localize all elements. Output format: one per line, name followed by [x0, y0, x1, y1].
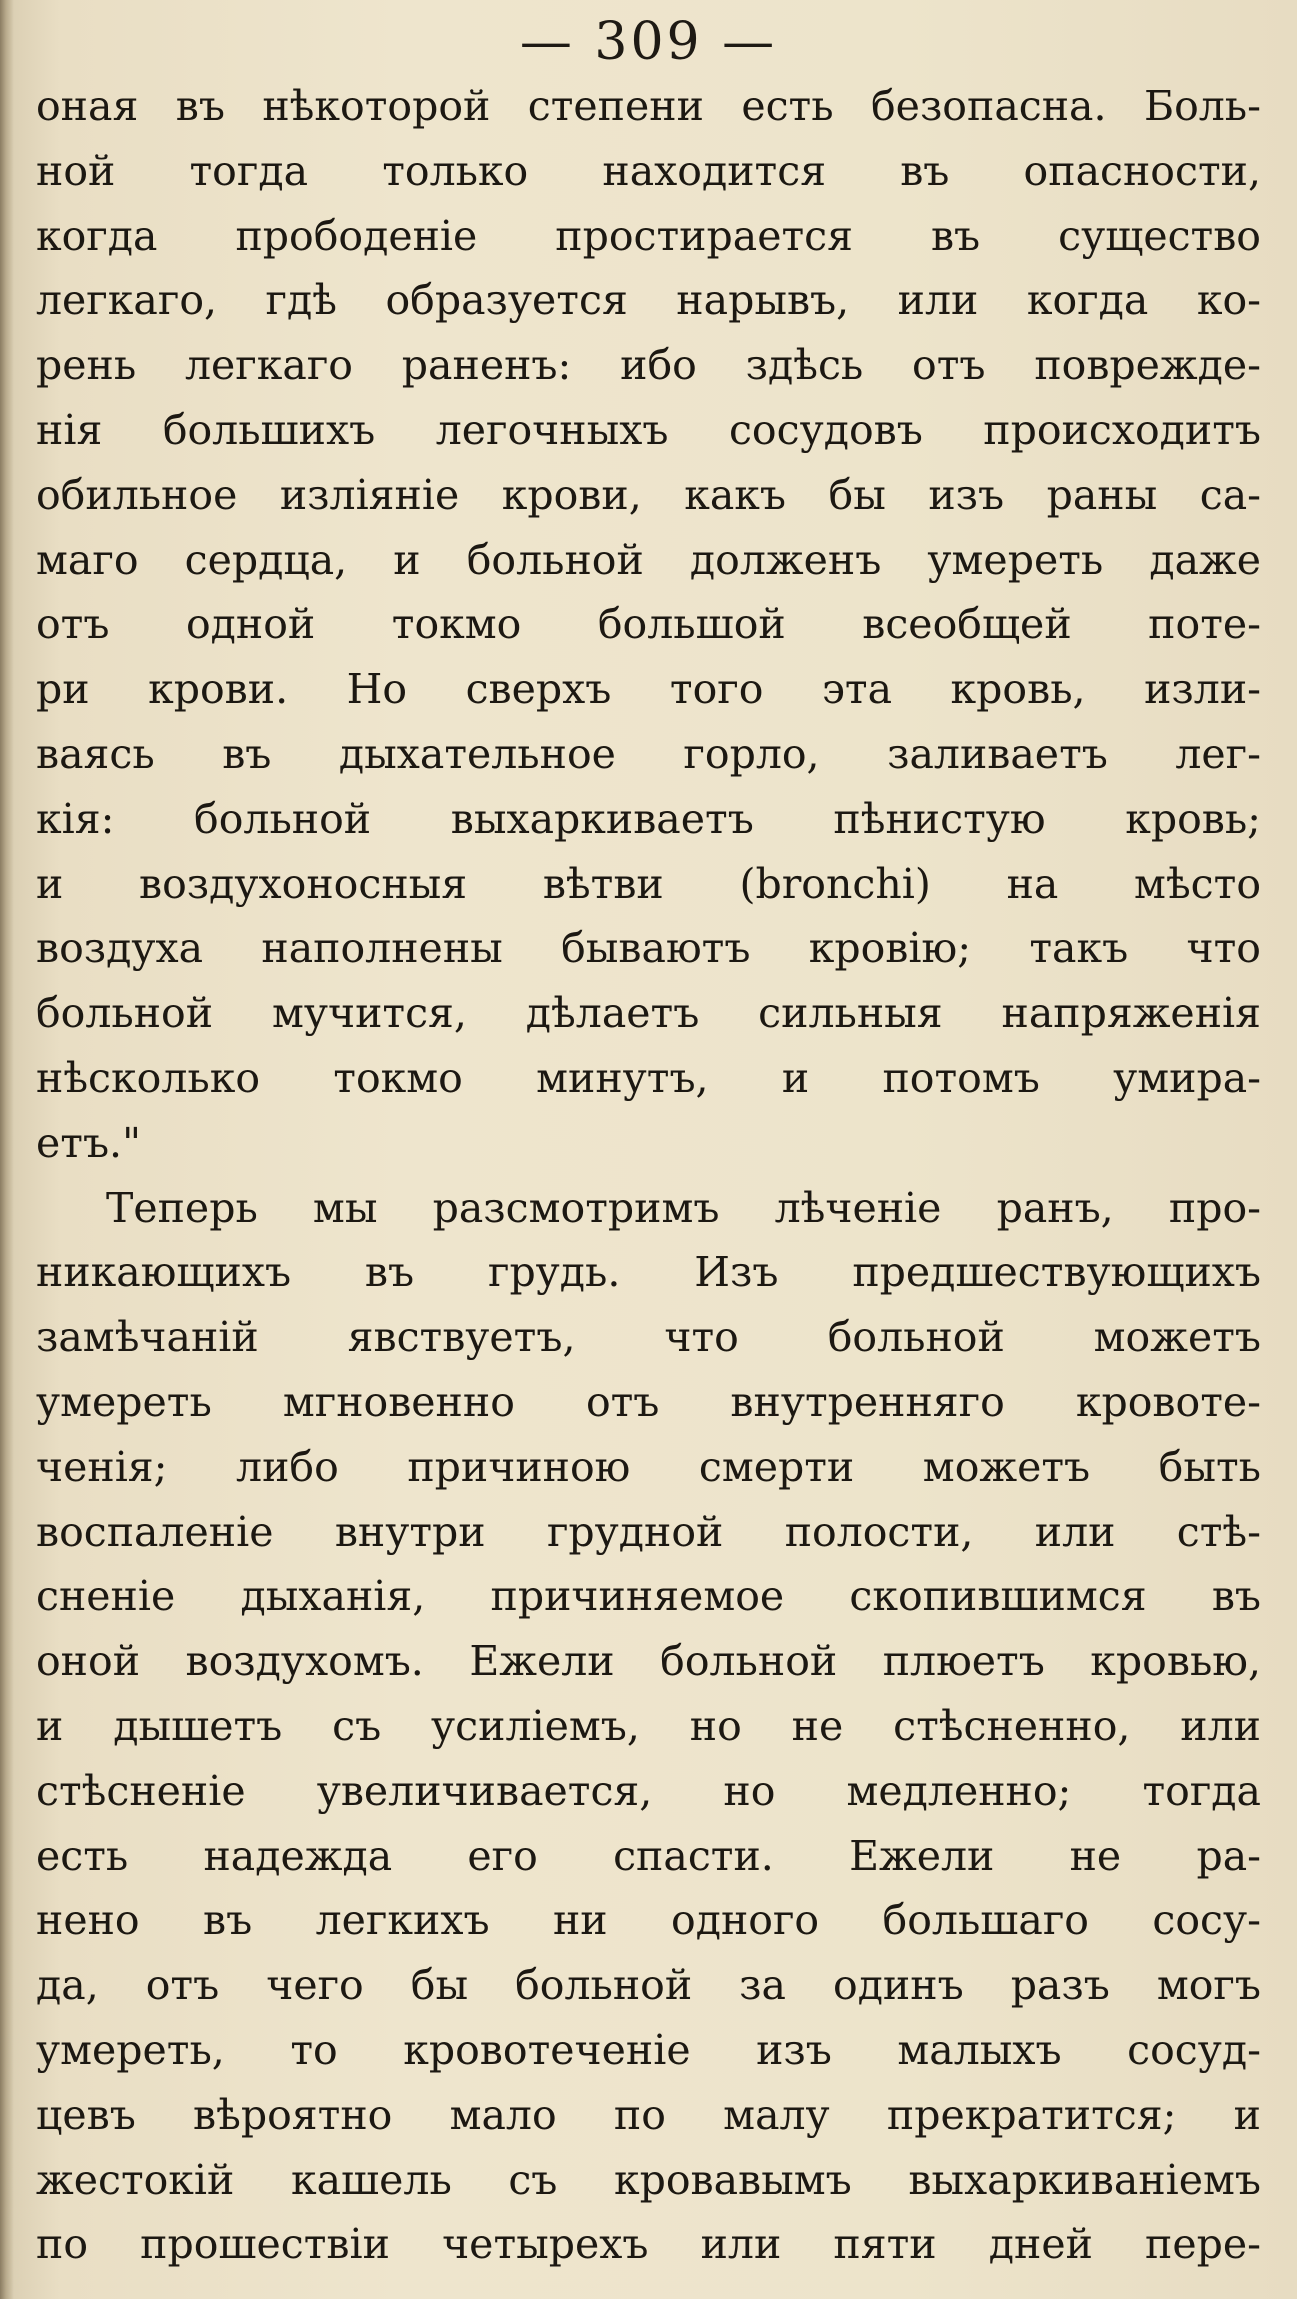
text-line: отъ одной токмо большой всеобщей поте-: [36, 600, 1261, 649]
text-line: есть надежда его спасти. Ежели не ра-: [36, 1831, 1261, 1880]
text-line: нiя большихъ легочныхъ сосудовъ происходитъ: [36, 405, 1261, 454]
paragraph-first-line: Теперь мы разсмотримъ лѣченiе ранъ, про-: [106, 1183, 1261, 1232]
text-line: ченiя; либо причиною смерти можетъ быть: [36, 1442, 1261, 1491]
text-line: обильное излiянiе крови, какъ бы изъ раны са-: [36, 470, 1261, 519]
text-line: ной тогда только находится въ опасности,: [36, 146, 1261, 195]
text-line: воздуха наполнены бываютъ кровiю; такъ что: [36, 924, 1261, 973]
text-line: нѣсколько токмо минутъ, и потомъ умира-: [36, 1053, 1261, 1102]
text-line: цевъ вѣроятно мало по малу прекратится; и: [36, 2090, 1261, 2139]
text-line: етъ.": [36, 1118, 141, 1167]
text-line: воспаленiе внутри грудной полости, или стѣ-: [36, 1507, 1261, 1556]
text-line: маго сердца, и больной долженъ умереть даже: [36, 535, 1261, 584]
text-line: замѣчанiй явствуетъ, что больной можетъ: [36, 1313, 1261, 1362]
text-line: умереть мгновенно отъ внутренняго кровоте-: [36, 1377, 1261, 1426]
body-text: [36, 74, 1261, 2277]
text-line: и дышетъ съ усилiемъ, но не стѣсненно, или: [36, 1701, 1261, 1750]
page-binding-edge: [0, 0, 14, 2299]
text-line: кiя: больной выхаркиваетъ пѣнистую кровь;: [36, 794, 1261, 843]
text-line: легкаго, гдѣ образуется нарывъ, или когда ко-: [36, 276, 1261, 325]
text-line: когда прободенiе простирается въ существо: [36, 211, 1261, 260]
text-line: оной воздухомъ. Ежели больной плюетъ кровью,: [36, 1637, 1261, 1686]
text-line: ваясь въ дыхательное горло, заливаетъ лег-: [36, 729, 1261, 778]
text-line: жестокiй кашель съ кровавымъ выхаркиванiемъ: [36, 2155, 1261, 2204]
text-line: сненiе дыханiя, причиняемое скопившимся въ: [36, 1572, 1261, 1621]
text-line: ри крови. Но сверхъ того эта кровь, изли-: [36, 665, 1261, 714]
text-line: больной мучится, дѣлаетъ сильныя напряженiя: [36, 989, 1261, 1038]
text-line: рень легкаго раненъ: ибо здѣсь отъ поврежде-: [36, 341, 1261, 390]
text-line: оная въ нѣкоторой степени есть безопасна. Боль-: [36, 82, 1261, 130]
page-number: — 309 —: [519, 12, 778, 72]
text-line: и воздухоносныя вѣтви (bronchi) на мѣсто: [36, 859, 1261, 908]
text-line: умереть, то кровотеченiе изъ малыхъ сосуд-: [36, 2025, 1261, 2074]
text-line: стѣсненiе увеличивается, но медленно; тогда: [36, 1766, 1261, 1815]
text-line: нено въ легкихъ ни одного большаго сосу-: [36, 1896, 1261, 1945]
text-line: по прошествiи четырехъ или пяти дней пере-: [36, 2220, 1261, 2269]
text-line: да, отъ чего бы больной за одинъ разъ могъ: [36, 1961, 1261, 2010]
text-line: никающихъ въ грудь. Изъ предшествующихъ: [36, 1248, 1261, 1297]
